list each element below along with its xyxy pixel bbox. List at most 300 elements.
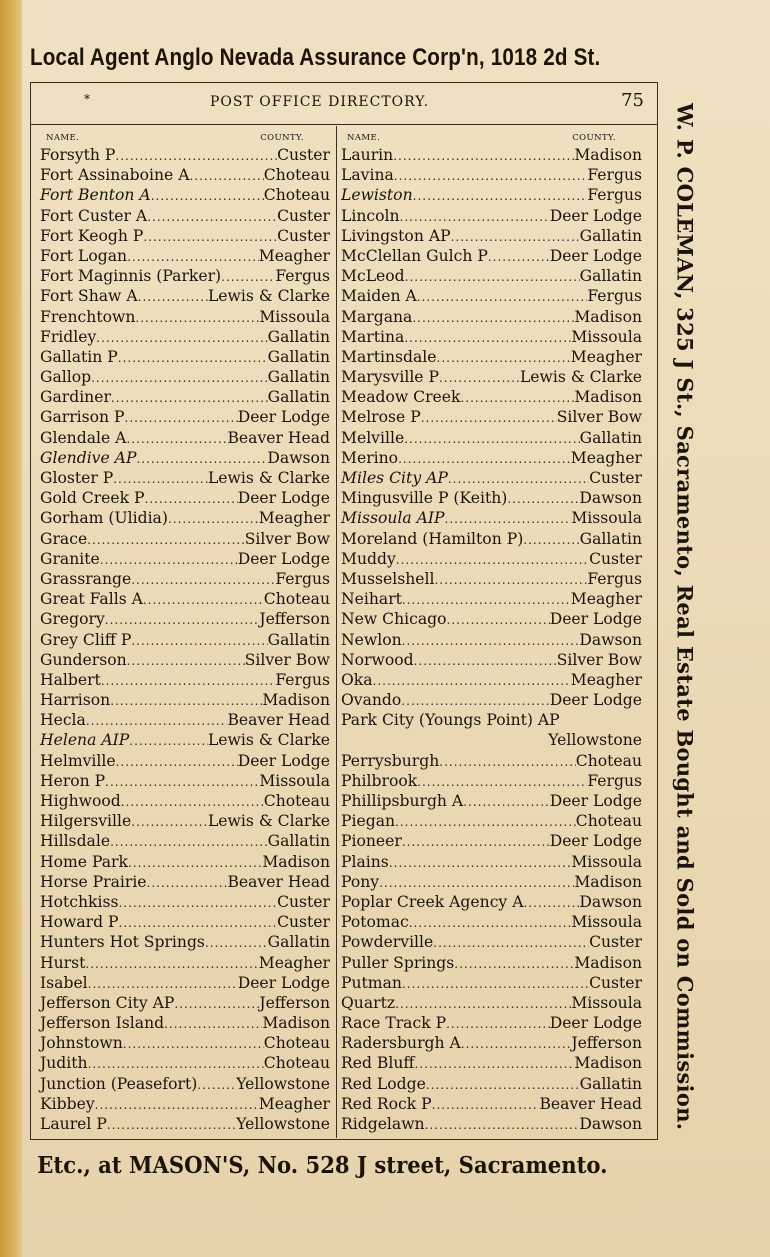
post-office-name: Gloster P — [40, 469, 114, 487]
directory-entry — [40, 993, 330, 1013]
directory-entry — [40, 1033, 330, 1053]
dot-leader — [221, 267, 275, 287]
dot-leader — [174, 994, 259, 1014]
post-office-name: Newlon — [341, 630, 402, 649]
post-office-name: Missoula AIP — [341, 509, 445, 528]
dot-leader — [96, 328, 267, 348]
post-office-name: Potomac — [341, 913, 409, 932]
directory-entry — [40, 1114, 330, 1134]
county-name: Gallatin — [579, 1074, 642, 1093]
dot-leader — [395, 994, 571, 1014]
dot-leader — [88, 974, 238, 994]
directory-entry — [341, 650, 642, 670]
dot-leader — [396, 550, 589, 570]
directory-entry — [40, 912, 330, 932]
directory-entry — [40, 953, 330, 973]
directory-entry — [341, 347, 642, 367]
county-name: Madison — [262, 1014, 330, 1033]
dot-leader — [439, 368, 520, 388]
dot-leader — [135, 308, 259, 328]
county-name: Deer Lodge — [549, 691, 642, 710]
county-name: Dawson — [579, 1115, 642, 1133]
directory-entry — [341, 266, 642, 286]
county-name: Custer — [277, 892, 330, 911]
directory-entry — [40, 569, 330, 589]
directory-entry — [341, 993, 642, 1013]
county-name: Madison — [262, 691, 330, 710]
post-office-name: Red Lodge — [341, 1074, 426, 1093]
directory-entry — [341, 892, 642, 912]
post-office-name: Putman — [341, 973, 402, 992]
dot-leader — [125, 408, 238, 428]
county-name: Gallatin — [579, 267, 642, 286]
dot-leader — [138, 287, 208, 307]
dot-leader — [118, 893, 277, 913]
post-office-name: Hunters Hot Springs — [40, 933, 205, 952]
post-office-name: Hilgersville — [40, 812, 132, 831]
county-name: Lewis & Clarke — [207, 731, 330, 750]
county-column-label: COUNTY. — [572, 133, 616, 143]
post-office-name: Pioneer — [341, 832, 402, 851]
county-name: Beaver Head — [539, 1094, 642, 1113]
county-name: Choteau — [263, 1034, 330, 1053]
dot-leader — [205, 933, 268, 953]
dot-leader — [523, 893, 579, 913]
post-office-name: Piegan — [341, 812, 396, 831]
directory-entry — [341, 327, 642, 347]
post-office-name: Park City (Youngs Point) AP — [341, 711, 560, 730]
directory-entry — [40, 973, 330, 993]
post-office-name: Harrison — [40, 691, 111, 710]
post-office-name: Gorham (Ulidia) — [40, 509, 168, 528]
directory-entry — [341, 1094, 642, 1114]
county-name: Gallatin — [267, 327, 330, 346]
post-office-name: Heron P — [40, 771, 106, 790]
dot-leader — [111, 388, 268, 408]
directory-entry — [40, 246, 330, 266]
directory-entry — [40, 650, 330, 670]
dot-leader — [110, 691, 262, 711]
post-office-name: McClellan Gulch P — [341, 246, 488, 265]
county-name: Fergus — [587, 166, 642, 185]
directory-entry — [341, 165, 642, 185]
county-name: Madison — [574, 388, 642, 407]
post-office-name: Poplar Creek Agency A — [341, 892, 524, 911]
post-office-name: Puller Springs — [341, 953, 455, 972]
name-column-label: NAME. — [46, 133, 80, 143]
dot-leader — [164, 1014, 262, 1034]
post-office-name: Kibbey — [40, 1094, 95, 1113]
dot-leader — [113, 469, 208, 489]
directory-entry — [40, 428, 330, 448]
dot-leader — [126, 429, 227, 449]
dot-leader — [379, 873, 574, 893]
post-office-name: Quartz — [341, 993, 396, 1012]
directory-entry — [40, 327, 330, 347]
post-office-name: Gunderson — [40, 650, 127, 669]
dot-leader — [445, 509, 572, 529]
post-office-name: Phillipsburgh A — [341, 792, 464, 810]
directory-entry — [341, 286, 642, 306]
post-office-name: Laurel P — [40, 1115, 107, 1133]
directory-entry — [341, 912, 642, 932]
post-office-name: Martina — [341, 327, 405, 346]
directory-entry — [341, 831, 642, 851]
dot-leader — [143, 590, 264, 610]
county-name: Fergus — [587, 287, 642, 306]
dot-leader — [110, 832, 268, 852]
right-entry-list — [341, 145, 642, 1134]
county-name: Custer — [277, 913, 330, 932]
column-divider — [336, 126, 337, 1138]
dot-leader — [461, 1034, 572, 1054]
directory-entry — [40, 488, 330, 508]
directory-entry — [40, 185, 330, 205]
dot-leader — [151, 186, 264, 206]
dot-leader — [488, 247, 550, 267]
county-name: Missoula — [571, 852, 642, 871]
dot-leader — [136, 449, 267, 469]
post-office-name: Lincoln — [341, 206, 400, 225]
county-name: Meagher — [570, 590, 642, 609]
dot-leader — [460, 388, 574, 408]
directory-entry — [40, 1053, 330, 1073]
dot-leader — [451, 227, 580, 247]
post-office-name: Fort Keogh P — [40, 226, 144, 245]
dot-leader — [147, 207, 277, 227]
post-office-name: Perrysburgh — [341, 751, 440, 770]
left-column — [40, 131, 330, 1134]
county-name: Deer Lodge — [549, 832, 642, 851]
directory-entry — [341, 1013, 642, 1033]
dot-leader — [404, 328, 571, 348]
post-office-name: Lavina — [341, 166, 394, 185]
county-name: Fergus — [587, 771, 642, 790]
post-office-name: Gold Creek P — [40, 489, 145, 508]
county-name: Silver Bow — [556, 650, 642, 669]
dot-leader — [373, 671, 571, 691]
county-name: Meagher — [258, 953, 330, 972]
county-name: Meagher — [258, 1094, 330, 1113]
dot-leader — [101, 671, 275, 691]
dot-leader — [85, 954, 258, 974]
dot-leader — [448, 469, 589, 489]
post-office-name: Miles City AP — [341, 469, 448, 487]
directory-entry — [40, 529, 330, 549]
directory-entry — [40, 589, 330, 609]
directory-entry — [40, 407, 330, 427]
post-office-name: Highwood — [40, 792, 121, 810]
post-office-name: Merino — [341, 448, 399, 467]
directory-entry — [40, 448, 330, 468]
right-column — [341, 131, 642, 1134]
dot-leader — [417, 287, 588, 307]
post-office-name: Fort Custer A — [40, 206, 148, 225]
directory-entry — [40, 771, 330, 791]
directory-entry — [40, 549, 330, 569]
county-name: Yellowstone — [236, 1074, 330, 1093]
directory-entry — [341, 145, 642, 165]
directory-entry — [341, 791, 642, 811]
directory-entry — [341, 529, 642, 549]
dot-leader — [119, 913, 278, 933]
dot-leader — [417, 772, 587, 792]
page-number: 75 — [621, 90, 644, 111]
dot-leader — [105, 610, 260, 630]
post-office-name: Marysville P — [341, 368, 439, 387]
directory-entry — [341, 932, 642, 952]
dot-leader — [389, 853, 572, 873]
county-name: Custer — [277, 226, 330, 245]
county-name: Fergus — [275, 670, 330, 689]
county-column-label: COUNTY. — [260, 133, 304, 143]
dot-leader — [454, 954, 574, 974]
county-name: Lewis & Clarke — [207, 469, 330, 487]
directory-entry — [341, 569, 642, 589]
post-office-name: Hurst — [40, 953, 86, 972]
directory-entry — [40, 1074, 330, 1094]
county-name: Meagher — [570, 448, 642, 467]
post-office-name: Philbrook — [341, 771, 418, 790]
post-office-name: Fort Benton A — [40, 186, 151, 205]
directory-entry — [40, 811, 330, 831]
directory-entry — [40, 226, 330, 246]
post-office-name: Gregory — [40, 610, 105, 629]
dot-leader — [131, 812, 208, 832]
post-office-name: Pony — [341, 872, 380, 891]
county-name: Gallatin — [579, 529, 642, 548]
post-office-name: Gallop — [40, 368, 92, 387]
county-name: Dawson — [579, 892, 642, 911]
dot-leader — [127, 651, 245, 671]
county-name: Silver Bow — [244, 529, 330, 548]
directory-entry — [341, 206, 642, 226]
post-office-name: Great Falls A — [40, 590, 143, 609]
post-office-name: Fort Maginnis (Parker) — [40, 267, 222, 286]
county-name: Missoula — [571, 509, 642, 528]
directory-entry — [341, 1114, 642, 1134]
post-office-name: McLeod — [341, 267, 405, 286]
directory-entry — [40, 266, 330, 286]
dot-leader — [393, 146, 574, 166]
county-name: Gallatin — [579, 428, 642, 447]
county-name: Fergus — [587, 186, 642, 205]
directory-entry — [341, 226, 642, 246]
dot-leader — [115, 146, 277, 166]
post-office-name: Gardiner — [40, 388, 111, 407]
directory-entry — [341, 1074, 642, 1094]
top-advertisement: Local Agent Anglo Nevada Assurance Corp'n, 1018 2d St. — [30, 44, 601, 71]
county-name: Silver Bow — [556, 408, 642, 427]
county-name: Jefferson — [571, 1034, 642, 1053]
county-name: Gallatin — [267, 388, 330, 407]
directory-entry — [341, 852, 642, 872]
post-office-name: Radersburgh A — [341, 1034, 461, 1053]
side-advertisement — [661, 72, 709, 1162]
dot-leader — [404, 429, 579, 449]
dot-leader — [507, 489, 579, 509]
county-name: Silver Bow — [244, 650, 330, 669]
county-name: Choteau — [575, 812, 642, 831]
dot-leader — [401, 691, 549, 711]
county-name: Choteau — [575, 751, 642, 770]
county-name: Lewis & Clarke — [207, 812, 330, 831]
dot-leader — [398, 449, 571, 469]
post-office-name: Johnstown — [40, 1034, 123, 1053]
dot-leader — [128, 853, 262, 873]
county-name: Meagher — [258, 246, 330, 265]
county-name: Gallatin — [267, 630, 330, 649]
post-office-name: Fridley — [40, 327, 97, 346]
post-office-name: Red Bluff — [341, 1054, 415, 1073]
directory-entry — [341, 953, 642, 973]
county-name: Deer Lodge — [549, 206, 642, 225]
directory-entry — [40, 508, 330, 528]
county-name: Custer — [589, 933, 642, 952]
directory-entry — [40, 1094, 330, 1114]
post-office-name: Maiden A — [341, 287, 417, 306]
book-spine-edge — [0, 0, 22, 1257]
county-name: Missoula — [259, 771, 330, 790]
post-office-name: Jefferson City AP — [40, 993, 175, 1012]
directory-entry — [341, 508, 642, 528]
post-office-name: Hillsdale — [40, 832, 111, 851]
dot-leader — [446, 1014, 550, 1034]
directory-entry — [341, 488, 642, 508]
post-office-name: Junction (Peasefort) — [40, 1074, 198, 1093]
county-name: Yellowstone — [236, 1115, 330, 1133]
county-name: Choteau — [263, 590, 330, 609]
dot-leader — [131, 631, 267, 651]
county-name: Choteau — [263, 1054, 330, 1073]
county-name: Custer — [589, 973, 642, 992]
dot-leader — [143, 227, 277, 247]
county-name: Madison — [574, 146, 642, 164]
county-name: Custer — [277, 146, 330, 164]
county-name: Missoula — [571, 913, 642, 932]
name-column-label: NAME. — [347, 133, 381, 143]
directory-entry — [40, 145, 330, 165]
dot-leader — [402, 631, 580, 651]
post-office-name: Horse Prairie — [40, 872, 147, 891]
directory-entry — [341, 670, 642, 690]
post-office-name: Norwood — [341, 650, 414, 669]
post-office-name: Mingusville P (Keith) — [341, 489, 508, 508]
directory-entry — [40, 387, 330, 407]
directory-entry — [341, 407, 642, 427]
dot-leader — [189, 166, 263, 186]
directory-entry — [341, 468, 642, 488]
post-office-name: Melrose P — [341, 408, 421, 427]
directory-entry — [341, 872, 642, 892]
county-name: Deer Lodge — [237, 408, 330, 427]
county-name: Lewis & Clarke — [519, 368, 642, 387]
directory-entry — [341, 367, 642, 387]
dot-leader — [88, 1054, 264, 1074]
county-name: Meagher — [570, 347, 642, 366]
county-name: Meagher — [258, 509, 330, 528]
post-office-name: Grassrange — [40, 569, 132, 588]
county-name: Deer Lodge — [549, 792, 642, 810]
county-name: Deer Lodge — [549, 246, 642, 265]
post-office-name: New Chicago — [341, 610, 447, 629]
post-office-name: Margana — [341, 307, 413, 326]
dot-leader — [421, 408, 557, 428]
county-name: Missoula — [571, 327, 642, 346]
county-name: Madison — [574, 872, 642, 891]
directory-entry — [341, 428, 642, 448]
post-office-name: Meadow Creek — [341, 388, 461, 407]
post-office-name: Isabel — [40, 973, 88, 992]
dot-leader — [433, 933, 589, 953]
directory-entry — [40, 892, 330, 912]
directory-entry — [341, 246, 642, 266]
post-office-name: Granite — [40, 549, 100, 568]
county-name: Dawson — [579, 630, 642, 649]
directory-entry — [40, 690, 330, 710]
county-name: Beaver Head — [227, 711, 330, 730]
directory-entry — [341, 549, 642, 569]
header-rule — [30, 124, 657, 125]
county-name: Missoula — [571, 993, 642, 1012]
county-name: Madison — [574, 1054, 642, 1073]
dot-leader — [91, 368, 268, 388]
dot-leader — [402, 832, 550, 852]
directory-entry — [341, 589, 642, 609]
directory-entry — [40, 791, 330, 811]
directory-entry — [341, 973, 642, 993]
county-name: Custer — [589, 469, 642, 487]
dot-leader — [413, 186, 588, 206]
directory-entry — [341, 710, 642, 730]
post-office-name: Plains — [341, 852, 389, 871]
post-office-name: Halbert — [40, 670, 101, 689]
dot-leader — [95, 1095, 259, 1115]
dot-leader — [437, 348, 571, 368]
directory-entry — [40, 710, 330, 730]
directory-entry — [40, 932, 330, 952]
dot-leader — [168, 509, 259, 529]
running-header — [30, 88, 656, 118]
directory-entry — [40, 347, 330, 367]
directory-entry — [40, 670, 330, 690]
directory-entry — [341, 448, 642, 468]
post-office-name: Fort Shaw A — [40, 287, 138, 306]
header-mark: * — [84, 92, 90, 106]
directory-entry — [40, 206, 330, 226]
county-name: Fergus — [587, 569, 642, 588]
directory-entry — [40, 307, 330, 327]
county-name: Choteau — [263, 186, 330, 205]
directory-entry — [341, 307, 642, 327]
post-office-name: Fort Assinaboine A — [40, 166, 190, 185]
county-name: Madison — [262, 852, 330, 871]
county-name: Beaver Head — [227, 428, 330, 447]
county-name: Choteau — [263, 166, 330, 185]
dot-leader — [414, 651, 557, 671]
county-name: Deer Lodge — [237, 973, 330, 992]
directory-entry — [40, 872, 330, 892]
post-office-name: Ovando — [341, 691, 402, 710]
dot-leader — [394, 166, 588, 186]
county-name: Dawson — [267, 448, 330, 467]
post-office-name: Hotchkiss — [40, 892, 119, 911]
left-entry-list — [40, 145, 330, 1134]
post-office-name: Powderville — [341, 933, 434, 952]
directory-entry — [40, 751, 330, 771]
directory-entry — [341, 387, 642, 407]
directory-entry — [40, 468, 330, 488]
